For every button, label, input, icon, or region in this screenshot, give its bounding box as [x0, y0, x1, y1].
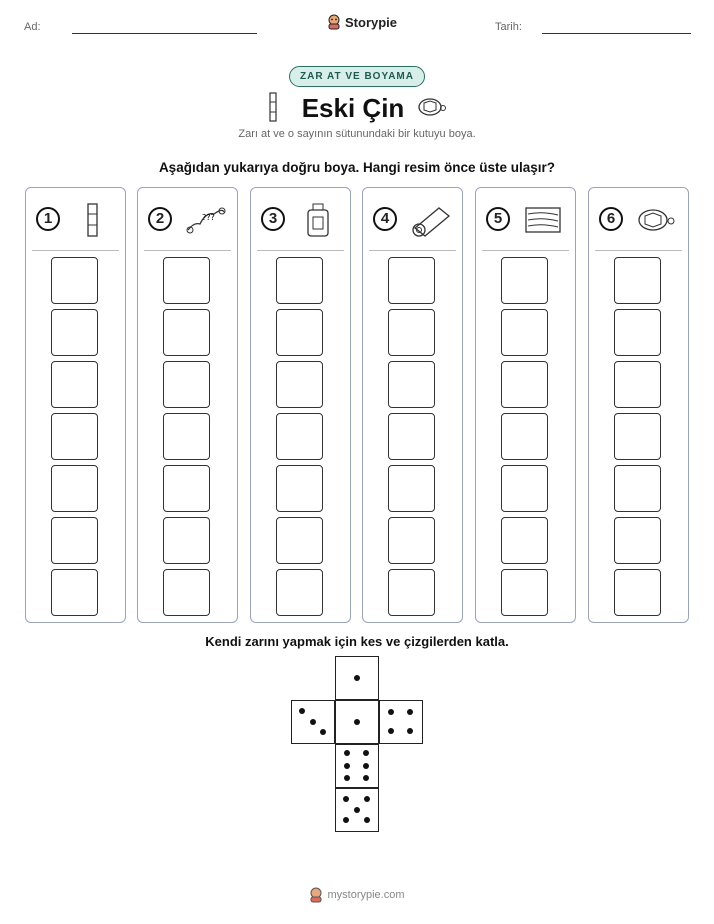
column-divider — [369, 250, 456, 251]
color-box[interactable] — [51, 413, 98, 460]
dice-column-6 — [588, 187, 689, 623]
pip — [320, 729, 326, 735]
color-box[interactable] — [163, 309, 210, 356]
color-box[interactable] — [163, 465, 210, 512]
color-box[interactable] — [163, 257, 210, 304]
pip — [343, 817, 349, 823]
color-box[interactable] — [163, 569, 210, 616]
pip — [344, 775, 350, 781]
instruction: Aşağıdan yukarıya doğru boya. Hangi resim önce üste ulaşır? — [158, 160, 556, 175]
color-box[interactable] — [501, 465, 548, 512]
color-box[interactable] — [163, 361, 210, 408]
color-box[interactable] — [276, 257, 323, 304]
dice-column-2 — [137, 187, 238, 623]
footer-url[interactable]: mystorypie.com — [327, 889, 405, 901]
pip — [388, 728, 394, 734]
color-box[interactable] — [163, 517, 210, 564]
color-box[interactable] — [501, 517, 548, 564]
dice-column-5 — [475, 187, 576, 623]
pip — [407, 728, 413, 734]
color-box[interactable] — [614, 257, 661, 304]
date-label: Tarih: — [495, 21, 522, 33]
pip — [354, 807, 360, 813]
color-box[interactable] — [51, 361, 98, 408]
color-box[interactable] — [388, 361, 435, 408]
pip — [299, 708, 305, 714]
dice-column-4 — [362, 187, 463, 623]
storypie-logo-icon — [309, 887, 323, 903]
color-box[interactable] — [501, 569, 548, 616]
color-box[interactable] — [276, 309, 323, 356]
date-line[interactable] — [542, 33, 691, 34]
column-divider — [32, 250, 119, 251]
name-line[interactable] — [72, 33, 257, 34]
column-divider — [144, 250, 231, 251]
color-box[interactable] — [388, 413, 435, 460]
pip — [363, 775, 369, 781]
pip — [354, 719, 360, 725]
color-box[interactable] — [51, 309, 98, 356]
pip — [344, 750, 350, 756]
color-box[interactable] — [388, 309, 435, 356]
dice-face-6 — [335, 744, 379, 788]
storypie-logo-icon — [327, 14, 341, 30]
color-box[interactable] — [276, 361, 323, 408]
color-box[interactable] — [388, 465, 435, 512]
wood-board-icon — [522, 202, 564, 238]
color-box[interactable] — [614, 465, 661, 512]
color-box[interactable] — [51, 517, 98, 564]
color-box[interactable] — [614, 309, 661, 356]
color-box[interactable] — [51, 569, 98, 616]
color-box[interactable] — [276, 517, 323, 564]
column-number: 1 — [36, 207, 60, 231]
column-number: 2 — [148, 207, 172, 231]
color-box[interactable] — [501, 413, 548, 460]
color-box[interactable] — [614, 517, 661, 564]
dice-column-3 — [250, 187, 351, 623]
color-box[interactable] — [276, 569, 323, 616]
color-box[interactable] — [614, 413, 661, 460]
pip — [364, 817, 370, 823]
dice-instruction: Kendi zarını yapmak için kes ve çizgilerden katla. — [205, 634, 509, 649]
pip — [354, 675, 360, 681]
pip — [363, 750, 369, 756]
color-box[interactable] — [501, 257, 548, 304]
color-box[interactable] — [51, 257, 98, 304]
color-box[interactable] — [51, 465, 98, 512]
pip — [310, 719, 316, 725]
bamboo-icon — [268, 92, 278, 122]
dice-face-4 — [379, 700, 423, 744]
bamboo-icon — [72, 202, 114, 238]
turtle-icon — [416, 95, 446, 119]
pip — [388, 709, 394, 715]
dice-face-1 — [335, 656, 379, 700]
brand-name: Storypie — [345, 14, 398, 30]
color-box[interactable] — [276, 413, 323, 460]
dragon-kite-icon — [184, 202, 226, 238]
name-label: Ad: — [24, 21, 41, 33]
color-box[interactable] — [388, 517, 435, 564]
color-box[interactable] — [163, 413, 210, 460]
title-text: Eski Çin — [301, 93, 405, 123]
color-box[interactable] — [276, 465, 323, 512]
color-box[interactable] — [501, 309, 548, 356]
footer — [0, 887, 714, 903]
scroll-icon — [409, 202, 451, 238]
color-box[interactable] — [388, 257, 435, 304]
column-divider — [257, 250, 344, 251]
pip — [407, 709, 413, 715]
dice-face-1 — [335, 700, 379, 744]
turtle-icon — [635, 202, 677, 238]
dice-face-5 — [335, 788, 379, 832]
activity-badge: ZAR AT VE BOYAMA — [289, 66, 425, 87]
column-number: 6 — [599, 207, 623, 231]
color-box[interactable] — [614, 361, 661, 408]
column-number: 3 — [261, 207, 285, 231]
column-divider — [595, 250, 682, 251]
pip — [344, 763, 350, 769]
brand — [327, 14, 397, 30]
dice-face-3 — [291, 700, 335, 744]
column-divider — [482, 250, 569, 251]
column-number: 5 — [486, 207, 510, 231]
pip — [364, 796, 370, 802]
pip — [363, 763, 369, 769]
lantern-icon — [297, 202, 339, 238]
column-number: 4 — [373, 207, 397, 231]
color-box[interactable] — [501, 361, 548, 408]
page-title — [0, 92, 714, 124]
subtitle: Zarı at ve o sayının sütunundaki bir kutuyu boya. — [238, 128, 476, 140]
color-box[interactable] — [388, 569, 435, 616]
pip — [343, 796, 349, 802]
dice-column-1 — [25, 187, 126, 623]
color-box[interactable] — [614, 569, 661, 616]
svg-text:???: ??? — [202, 213, 215, 222]
